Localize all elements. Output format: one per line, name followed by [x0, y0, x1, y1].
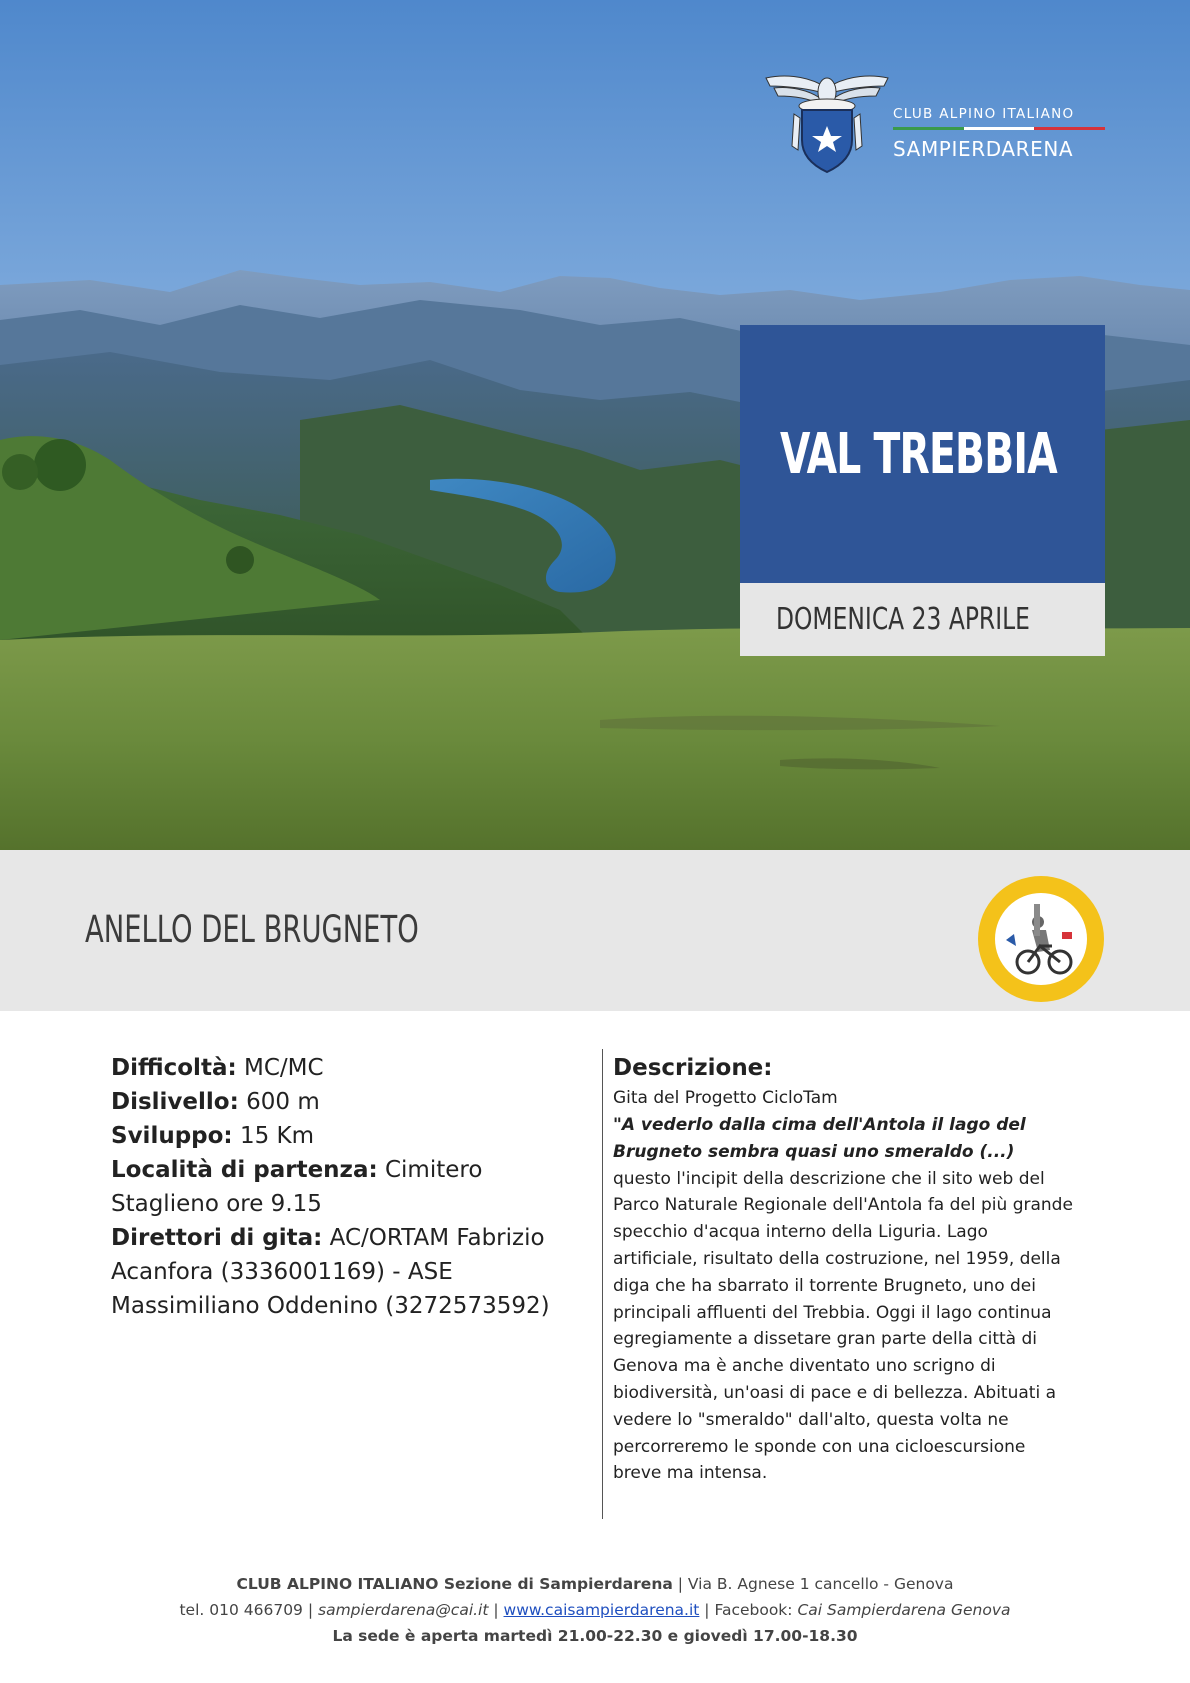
- flag-rule: [893, 127, 1105, 130]
- event-title-box: [740, 325, 1105, 583]
- event-date: DOMENICA 23 APRILE: [776, 602, 1030, 637]
- footer-line3: La sede è aperta martedì 21.00-22.30 e giovedì 17.00-18.30: [332, 1627, 858, 1645]
- flag-white: [964, 127, 1035, 130]
- website-link[interactable]: www.caisampierdarena.it: [503, 1601, 700, 1619]
- ciclocai-badge-icon: [976, 874, 1106, 1004]
- org-name-top: CLUB ALPINO ITALIANO: [893, 106, 1075, 122]
- footer-email: sampierdarena@cai.it: [318, 1601, 489, 1619]
- event-date-box: [740, 583, 1105, 656]
- footer-facebook: Cai Sampierdarena Genova: [797, 1601, 1011, 1619]
- description-project: Gita del Progetto CicloTam: [613, 1088, 838, 1108]
- event-title: VAL TREBBIA: [780, 421, 1057, 487]
- detail-difficulty: Difficoltà: MC/MC: [111, 1055, 324, 1081]
- detail-start: Località di partenza: Cimitero Staglieno ore 9.15: [111, 1157, 483, 1217]
- footer-line1: CLUB ALPINO ITALIANO Sezione di Sampierdarena | Via B. Agnese 1 cancello - Genova: [236, 1575, 954, 1593]
- org-name-bottom: SAMPIERDARENA: [893, 137, 1074, 161]
- subtitle-band: [0, 850, 1190, 1011]
- event-subtitle: ANELLO DEL BRUGNETO: [85, 908, 419, 951]
- detail-length: Sviluppo: 15 Km: [111, 1123, 315, 1149]
- footer: [0, 1571, 1190, 1649]
- description-heading: Descrizione:: [613, 1055, 773, 1081]
- column-divider: [602, 1049, 603, 1519]
- detail-leaders: Direttori di gita: AC/ORTAM Fabrizio Acanfora (3336001169) - ASE Massimiliano Oddenino (3272573592): [111, 1225, 550, 1319]
- description-body: "A vederlo dalla cima dell'Antola il lago del Brugneto sembra quasi uno smeraldo (...) questo l'incipit della descrizione che il sito web del Parco Naturale Regionale dell'Antola fa del più grande specchio d'acqua interno della Liguria. Lago artificiale, risultato della costruzione, nel 1959, della diga che ha sbarrato il torrente Brugneto, uno dei principali affluenti del Trebbia. Oggi il lago continua egregiamente a dissetare gran parte della città di Genova ma è anche diventato uno scrigno di biodiversità, un'oasi di pace e di bellezza. Abituati a vedere lo "smeraldo" dall'alto, questa volta ne percorreremo le sponde con una cicloescursione breve ma intensa.: [613, 1115, 1073, 1484]
- event-details: [111, 1051, 581, 1323]
- cai-logo-icon: [764, 70, 1124, 180]
- flag-red: [1034, 127, 1105, 130]
- footer-line2: tel. 010 466709 | sampierdarena@cai.it | www.caisampierdarena.it | Facebook: Cai Sampierdarena Genova: [179, 1601, 1011, 1619]
- detail-elevation: Dislivello: 600 m: [111, 1089, 320, 1115]
- flag-green: [893, 127, 964, 130]
- event-description: [613, 1053, 1073, 1487]
